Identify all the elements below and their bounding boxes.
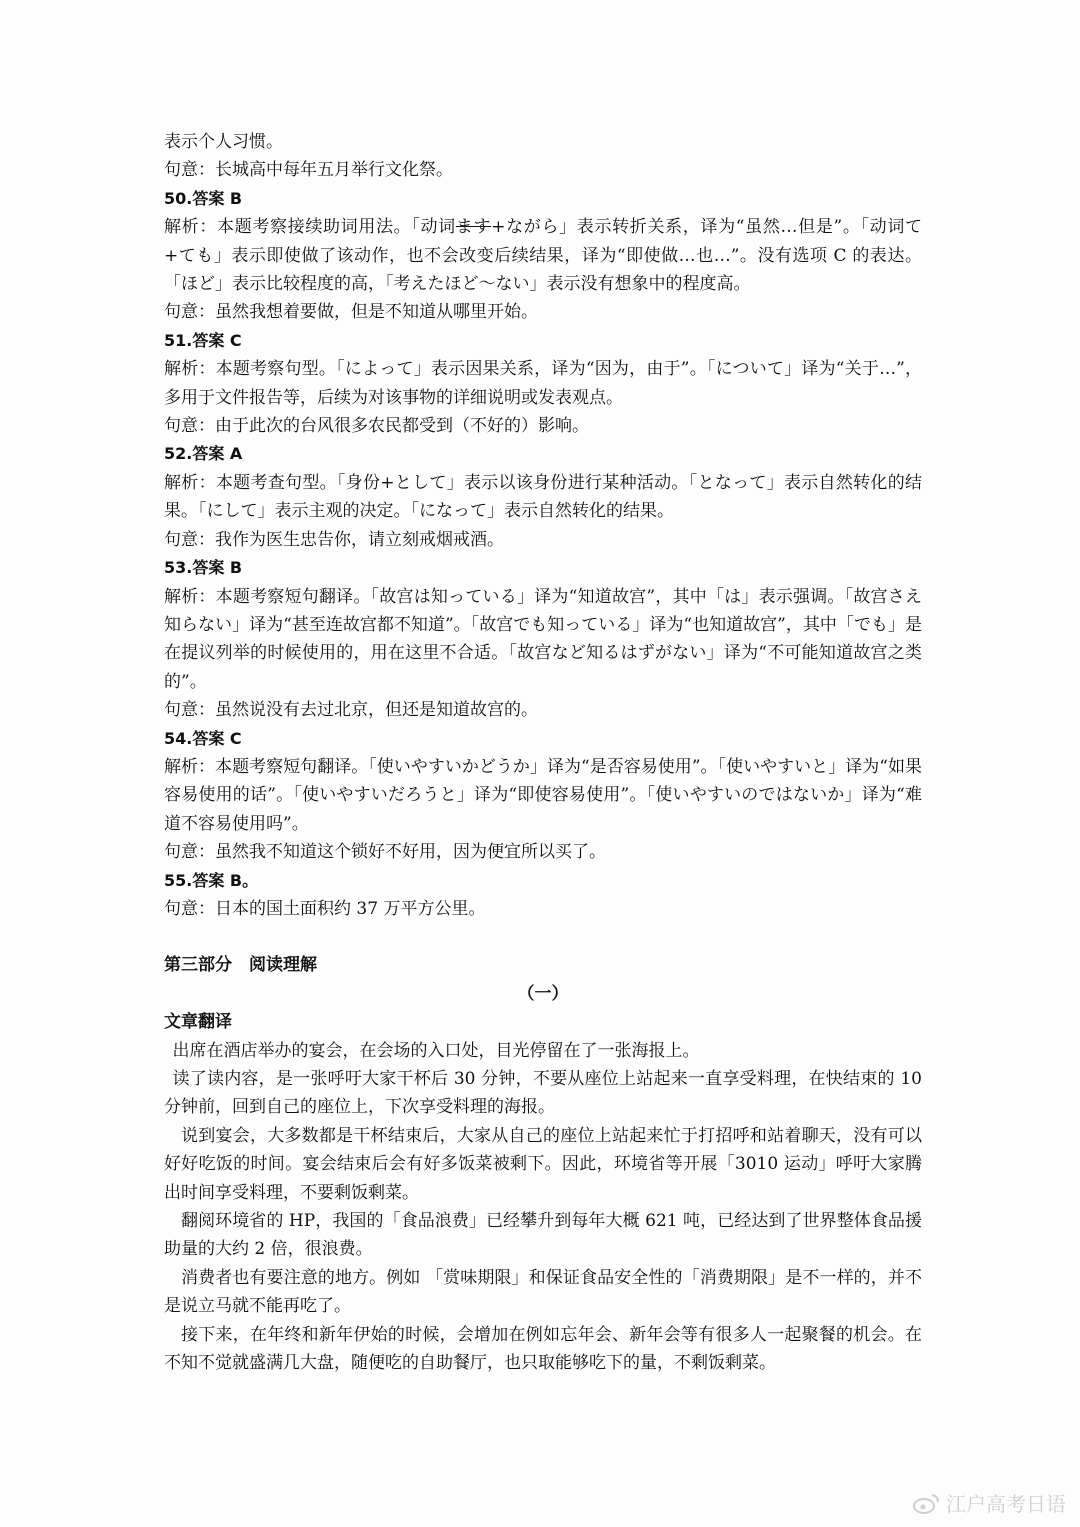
section-title: 第三部分 阅读理解 <box>164 955 317 976</box>
q54-meaning: 句意：虽然我不知道这个锁好不好用，因为便宜所以买了。 <box>164 842 606 863</box>
paragraph: 读了读内容，是一张呼吁大家干杯后 30 分钟，不要从座位上站起来一直享受料理，在快结束的 10 分钟前，回到自己的座位上，下次享受料理的海报。 <box>164 1069 922 1118</box>
q52-analysis: 解析：本题考查句型。「身份+として」表示以该身份进行某种活动。「となって」表示自然转化的结果。「にして」表示主观的决定。「になって」表示自然转化的结果。 <box>164 472 922 522</box>
q50-meaning: 句意：虽然我想着要做，但是不知道从哪里开始。 <box>164 302 538 323</box>
q54-answer: 54.答案 C <box>164 728 242 748</box>
section-subtitle: （一） <box>517 983 569 1004</box>
watermark-text: 江户高考日语 <box>946 1492 1066 1516</box>
q52-answer: 52.答案 A <box>164 444 243 464</box>
paragraph: 说到宴会，大多数都是干杯结束后，大家从自己的座位上站起来忙于打招呼和站着聊天，没有可以好好吃饭的时间。宴会结束后会有好多饭菜被剩下。因此，环境省等开展「3010 运动」呼吁大家腾出时间享受料理，不要剩饭剩菜。 <box>164 1125 922 1203</box>
q50-analysis-struck: ます <box>455 217 492 238</box>
q52-meaning: 句意：我作为医生忠告你，请立刻戒烟戒酒。 <box>164 529 504 550</box>
watermark <box>912 1488 1066 1517</box>
q55-meaning: 句意：日本的国土面积约 37 万平方公里。 <box>164 898 486 919</box>
q53-analysis: 解析：本题考察短句翻译。「故宫は知っている」译为“知道故宫”，其中「は」表示强调。「故宫さえ知らない」译为“甚至连故宫都不知道”。「故宫でも知っている」译为“也知道故宫”，其中「でも」是在提议列举的时候使用的，用在这里不合适。「故宫など知るはずがない」译为“不可能知道故宫之类的”。 <box>164 586 922 692</box>
q50-answer: 50.答案 B <box>164 188 243 208</box>
paragraph: 翻阅环境省的 HP，我国的「食品浪费」已经攀升到每年大概 621 吨，已经达到了世界整体食品援助量的大约 2 倍，很浪费。 <box>164 1211 922 1260</box>
q50-analysis-post: +ながら」表示转折关系，译为“虽然…但是”。「动词て+ても」表示即使做了该动作，也不会改变后续结果，译为“即使做…也…”。没有选项 C 的表达。「ほど」表示比较程度的高，「考えたほど～ない」表示没有想象中的程度高。 <box>164 217 923 295</box>
q51-answer: 51.答案 C <box>164 330 242 350</box>
paragraph: 出席在酒店举办的宴会，在会场的入口处，目光停留在了一张海报上。 <box>172 1040 700 1061</box>
q53-meaning: 句意：虽然说没有去过北京，但还是知道故宫的。 <box>164 700 538 721</box>
q55-answer: 55.答案 B。 <box>164 870 259 890</box>
q54-analysis: 解析：本题考察短句翻译。「使いやすいかどうか」译为“是否容易使用”。「使いやすいと」译为“如果容易使用的话”。「使いやすいだろうと」译为“即使容易使用”。「使いやすいのではないか」译为“难道不容易使用吗”。 <box>164 756 922 834</box>
document-body <box>164 128 922 1377</box>
q51-meaning: 句意：由于此次的台风很多农民都受到（不好的）影响。 <box>164 416 589 437</box>
q49-meaning: 句意：长城高中每年五月举行文化祭。 <box>164 160 453 181</box>
paragraph: 接下来，在年终和新年伊始的时候，会增加在例如忘年会、新年会等有很多人一起聚餐的机会。在不知不觉就盛满几大盘，随便吃的自助餐厅，也只取能够吃下的量，不剩饭剩菜。 <box>164 1324 922 1374</box>
weibo-logo-icon <box>912 1492 940 1514</box>
q49-tail-line: 表示个人习惯。 <box>164 132 283 152</box>
paragraph: 消费者也有要注意的地方。例如 「赏味期限」和保证食品安全性的「消费期限」是不一样的，并不是说立马就不能再吃了。 <box>164 1267 922 1317</box>
section-heading: 文章翻译 <box>164 1012 232 1033</box>
q53-answer: 53.答案 B <box>164 558 243 578</box>
q51-analysis: 解析：本题考察句型。「によって」表示因果关系，译为“因为，由于”。「について」译为“关于…”，多用于文件报告等，后续为对该事物的详细说明或发表观点。 <box>164 359 922 408</box>
q50-analysis-pre: 解析：本题考察接续助词用法。「动词 <box>164 217 456 238</box>
q50-analysis <box>164 213 922 298</box>
